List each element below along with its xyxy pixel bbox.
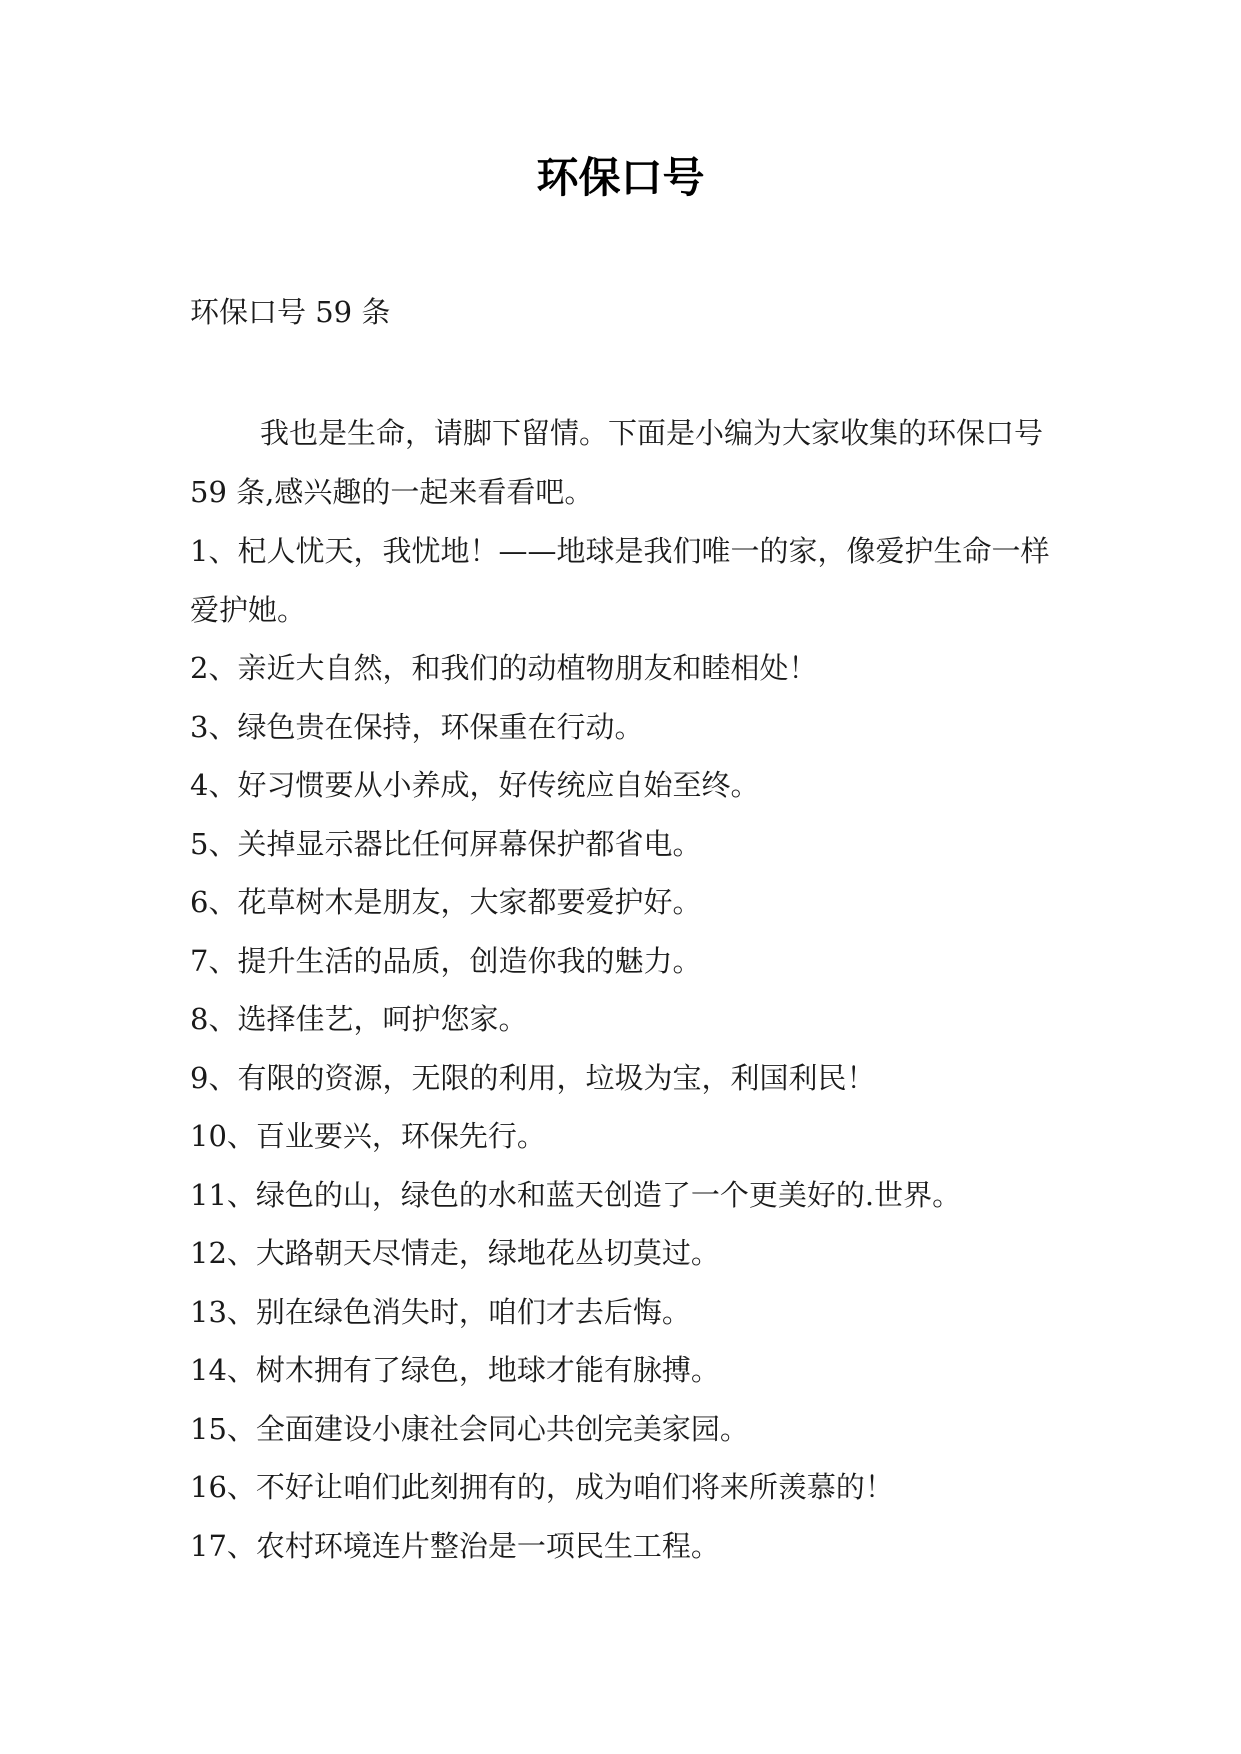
- slogan-item: 1、杞人忧天，我忧地！——地球是我们唯一的家，像爱护生命一样爱护她。: [190, 534, 1050, 627]
- slogan-item: 14、树木拥有了绿色，地球才能有脉搏。: [190, 1353, 720, 1387]
- slogan-item: 10、百业要兴，环保先行。: [190, 1119, 546, 1153]
- document-subtitle: 环保口号 59 条: [190, 295, 391, 329]
- slogan-item: 13、别在绿色消失时，咱们才去后悔。: [190, 1294, 691, 1329]
- slogan-item: 8、选择佳艺，呵护您家。: [190, 1002, 528, 1036]
- slogan-item: 5、关掉显示器比任何屏幕保护都省电。: [190, 826, 702, 861]
- slogan-item: 9、有限的资源，无限的利用，垃圾为宝，利国利民！: [190, 1060, 876, 1095]
- slogan-item: 17、农村环境连片整治是一项民生工程。: [190, 1528, 720, 1563]
- slogan-item: 4、好习惯要从小养成，好传统应自始至终。: [190, 768, 760, 802]
- document-body: [190, 404, 1070, 1575]
- slogan-item: 15、全面建设小康社会同心共创完美家园。: [190, 1411, 749, 1446]
- slogan-item: 16、不好让咱们此刻拥有的，成为咱们将来所羡慕的！: [190, 1470, 894, 1504]
- slogan-item: 2、亲近大自然，和我们的动植物朋友和睦相处！: [190, 651, 818, 685]
- intro-paragraph: 我也是生命，请脚下留情。下面是小编为大家收集的环保口号 59 条,感兴趣的一起来看看吧。: [190, 416, 1044, 509]
- slogan-item: 3、绿色贵在保持，环保重在行动。: [190, 709, 644, 744]
- document-title: 环保口号: [536, 153, 705, 202]
- slogan-item: 11、绿色的山，绿色的水和蓝天创造了一个更美好的.世界。: [190, 1177, 962, 1212]
- slogan-item: 12、大路朝天尽情走，绿地花丛切莫过。: [190, 1236, 720, 1270]
- slogan-list: [190, 522, 1070, 1575]
- slogan-item: 6、花草树木是朋友，大家都要爱护好。: [190, 885, 702, 919]
- slogan-item: 7、提升生活的品质，创造你我的魅力。: [190, 943, 702, 978]
